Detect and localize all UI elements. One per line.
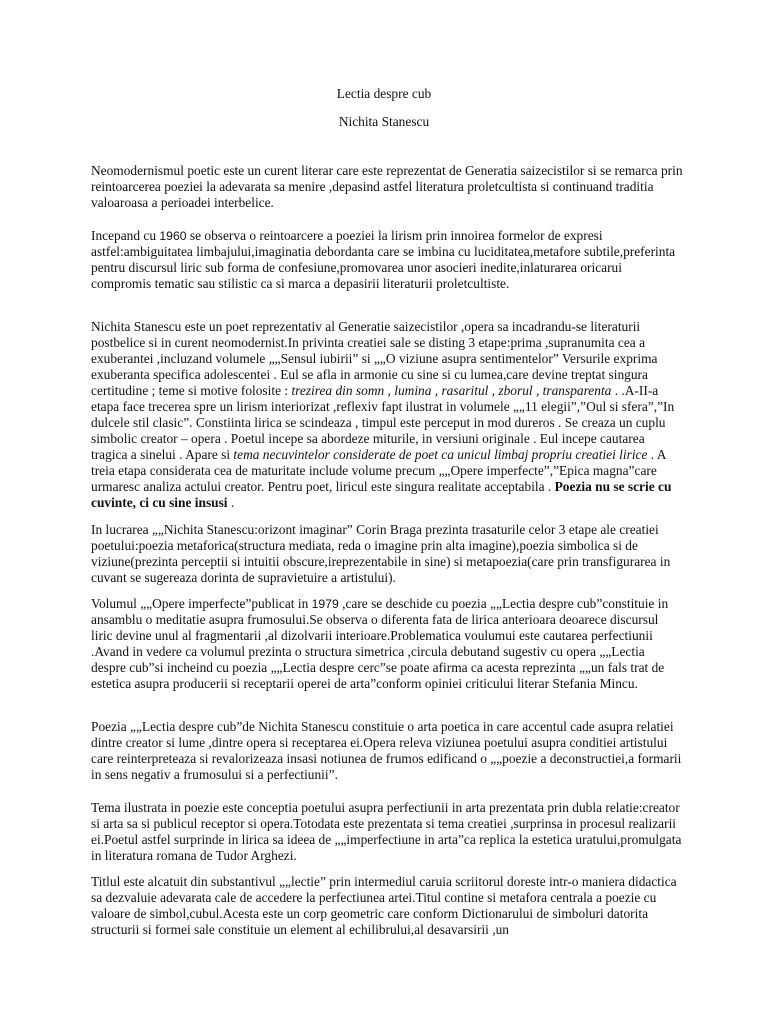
paragraph-3-text-b: . .A-II-a etapa face trecerea spre un lirism interiorizat ,reflexiv fapt ilustrat in volumele „„11 elegii”,”Oul si sfera”,”In dulcele stil clasic”. Constiinta lirica se scindeaza , timpul este perceput in mod dureros . Se creaza un cuplu simbolic creator – opera . Poetul incepe sa abordeze miturile, in versiuni originale . Eul incepe cautarea tragica a sinelui . Apare si [91, 383, 675, 462]
paragraph-5-year: 1979 [311, 597, 339, 611]
paragraph-2-text-b: se observa o reintoarcere a poeziei la lirism prin innoirea formelor de expresi astfel:ambiguitatea limbajului,imaginatia debordanta care se imbina cu luciditatea,metafore subtile,preferinta pentru discursul liric sub forma de confesiune,promovarea unor asocieri inedite,inlaturarea oricarui compromis tematic sau stilistic ca si marca a depasirii literaturii proletcultiste. [91, 228, 676, 291]
paragraph-3-quote: Poezia nu se scrie cu cuvinte, ci cu sine insusi [91, 479, 672, 510]
paragraph-3-text-d: . [227, 495, 235, 510]
paragraph-5 [91, 596, 683, 692]
paragraph-3-text-a: Nichita Stanescu este un poet reprezentativ al Generatie saizecistilor ,opera sa incadrandu-se literaturii postbelice si in curent neomodernist.In privinta creatiei sale se disting 3 etape:prima ,supranumita cea a exuberantei ,incluzand volumele „„Sensul iubirii” si „„O viziune asupra sentimentelor” Versurile exprima exuberanta specifica adolescentei . Eul se afla in armonie cu sine si cu lumea,care devine treptat singura certitudine ; teme si motive folosite : [91, 319, 658, 398]
paragraph-7: Tema ilustrata in poezie este conceptia poetului asupra perfectiunii in arta prezentata prin dubla relatie:creator si arta sa si publicul receptor si opera.Totodata este prezentata si tema creatiei ,surprinsa in procesul realizarii ei.Poetul astfel surprinde in lirica sa ideea de „„imperfectiune in arta”ca replica la estetica uratului,promulgata in literatura romana de Tudor Arghezi. [91, 800, 682, 863]
paragraph-2-text-a: Incepand cu [91, 228, 160, 243]
paragraph-3-theme: tema necuvintelor considerate de poet ca unicul limbaj propriu creatiei lirice [233, 447, 648, 462]
paragraph-4: In lucrarea „„Nichita Stanescu:orizont imaginar” Corin Braga prezinta trasaturile celor 3 etape ale creatiei poetului:poezia metaforica(structura mediata, reda o imagine prin alta imagine),poezia simbolica si de viziune(prezinta perceptii si intuitii obscure,ireprezentabile in sine) si metapoezia(care prin transfigurarea in cuvant se sugereaza dorinta de supravietuire a artistului). [91, 522, 671, 585]
document-title: Lectia despre cub [336, 86, 432, 101]
paragraph-3-text-c: . A treia etapa considerata cea de maturitate include volume precum „„Opere imperfecte”,”Epica magna”care urmaresc analiza actului creator. Pentru poet, liricul este singura realitate acceptabila . [91, 447, 666, 494]
paragraph-1: Neomodernismul poetic este un curent literar care este reprezentat de Generatia saizecistilor si se remarca prin reintoarcerea poeziei la adevarata sa menire ,depasind astfel literatura proletcultista si continuand traditia valoaroasa a perioadei interbelice. [91, 163, 683, 210]
paragraph-5-text-b: ,care se deschide cu poezia „„Lectia despre cub”constituie in ansamblu o meditatie asupra frumosului.Se observa o diferenta fata de lirica anterioara deoarece discursul liric devine unul al fragmentarii ,al dizolvarii interioare.Problematica voulumui este cautarea perfectiunii .Avand in vedere ca volumul prezinta o structura simetrica ,circula debutand sugestiv cu opera „„Lectia despre cub”si incheind cu poezia „„Lectia despre cerc”se poate afirma ca acesta reprezinta „„un fals trat de estetica asupra producerii si receptarii operei de arta”conform opiniei criticului literar Stefania Mincu. [91, 596, 669, 691]
paragraph-8: Titlul este alcatuit din substantivul „„lectie” prin intermediul caruia scriitorul doreste intr-o maniera didactica sa dezvaluie adevarata cale de accedere la perfectiunea artei.Titul contine si metafora centrala a poezie cu valoare de simbol,cubul.Acesta este un corp geometric care conform Dictionarului de simboluri datorita structurii si formei sale constituie un element al echilibrului,al desavarsirii ,un [91, 874, 677, 937]
paragraph-2 [91, 228, 683, 292]
paragraph-3 [91, 319, 683, 511]
paragraph-2-year: 1960 [159, 229, 187, 243]
paragraph-3-motifs: trezirea din somn , lumina , rasaritul , zborul , transparenta [291, 383, 612, 398]
paragraph-6: Poezia „„Lectia despre cub”de Nichita Stanescu constituie o arta poetica in care accentul cade asupra relatiei dintre creator si lume ,dintre opera si receptarea ei.Opera releva viziunea poetului asupra conditiei artistului care reinterpreteaza si revalorizeaza insasi notiunea de frumos edificand o „„poezie a deconstructiei,a formarii in sens negativ a frumosului si a perfectiunii”. [91, 719, 682, 782]
document-author: Nichita Stanescu [338, 114, 430, 129]
paragraph-5-text-a: Volumul „„Opere imperfecte”publicat in [91, 596, 312, 611]
